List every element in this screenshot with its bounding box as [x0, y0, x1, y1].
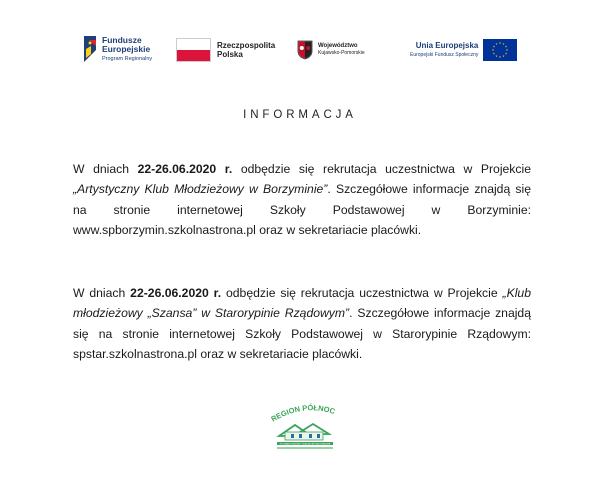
p1-details: . Szczegółowe informacje znajdą się na stronie internetowej Szkoły Podstawowej w Borzyminie: www.spborzymin.szkolnastrona.pl oraz w sekretariacie placówki. [73, 182, 531, 237]
fe-line3: Program Regionalny [102, 56, 153, 62]
region-logo-subtitle: STOWARZYSZENIE LOKALNA GRUPA DZIAŁANIA [279, 443, 331, 446]
region-logo-title-path: REGION PÓŁNOC [269, 403, 337, 424]
p2-middle: odbędzie się rekrutacja uczestnictwa w Projekcie [221, 286, 503, 300]
region-band-lower [277, 447, 333, 449]
p2-details: . Szczegółowe informacje znajdą się na stronie internetowej Szkoły Podstawowej w Starorypinie Rządowym: spstar.szkolnastrona.pl oraz w sekretariacie placówki. [73, 306, 531, 361]
fundusze-europejskie-icon [84, 36, 98, 64]
p1-project-name: „Artystyczny Klub Młodzieżowy w Borzyminie” [73, 182, 328, 197]
wk-line1: Województwo [318, 43, 358, 49]
unia-europejska-text [410, 42, 478, 59]
fe-line2: Europejskie [102, 44, 151, 54]
page-title: INFORMACJA [243, 109, 357, 121]
p2-project-name: „Klub młodzieżowy „Szansa” w Starorypinie Rządowym” [73, 286, 531, 321]
rzeczpospolita-polska-logo [176, 30, 275, 70]
rp-line1: Rzeczpospolita [217, 41, 276, 50]
rzeczpospolita-polska-text [217, 41, 275, 59]
funding-logos-bar [0, 30, 600, 70]
fundusze-europejskie-logo [84, 30, 152, 70]
unia-europejska-logo [410, 30, 517, 70]
rp-line2: Polska [217, 50, 243, 59]
region-house-icon [279, 424, 329, 440]
ue-line2: Europejski Fundusz Społeczny [410, 51, 479, 58]
p2-intro: W dniach [73, 286, 131, 300]
wk-line2: Kujawsko-Pomorskie [318, 50, 365, 56]
region-logo-title [269, 403, 336, 423]
fe-line1: Fundusze [102, 35, 142, 45]
ue-line1: Unia Europejska [415, 40, 479, 50]
fundusze-europejskie-text [102, 36, 152, 64]
p1-intro: W dniach [73, 162, 138, 176]
wojewodztwo-text [318, 43, 365, 57]
eu-flag-icon [483, 39, 517, 61]
p2-dates: 22-26.06.2020 r. [130, 286, 222, 300]
paragraph-borzymin [73, 159, 531, 240]
wojewodztwo-logo [297, 30, 365, 70]
p1-dates: 22-26.06.2020 r. [137, 162, 233, 176]
paragraph-starorypin [73, 283, 531, 364]
region-polnoc-logo [265, 400, 345, 455]
p1-middle: odbędzie się rekrutacja uczestnictwa w Projekcie [232, 162, 531, 176]
polish-flag-icon [176, 38, 211, 62]
voivodeship-crest-icon [297, 40, 313, 60]
